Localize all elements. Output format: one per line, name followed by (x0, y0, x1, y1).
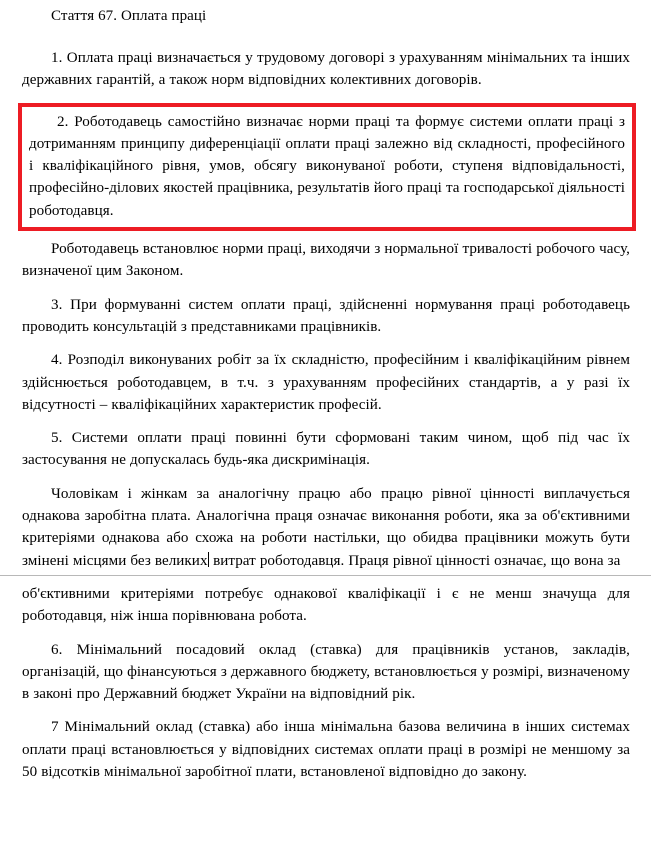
paragraph-5: 5. Системи оплати праці повинні бути сформовані таким чином, щоб під час їх застосування не допускалась будь-яка дискримінація. (22, 430, 630, 469)
paragraph-2-highlighted: 2. Роботодавець самостійно визначає норми праці та формує системи оплати праці з дотриманням принципу диференціації оплати праці залежно від складності, професійного і кваліфікаційного рівня, умов, обсягу виконуваної роботи, ступеня відповідальності, професійно-ділових якостей працівника, результатів його праці та господарської діяльності роботодавця. (29, 113, 625, 219)
paragraph-equal-pay (0, 483, 651, 572)
paragraph-7: 7 Мінімальний оклад (ставка) або інша мінімальна базова величина в інших системах оплати праці встановлюється у відповідних системах оплати праці в розмірі не меншому за 50 відсотків мінімальної заробітної плати, встановленої відповідно до закону. (22, 719, 630, 781)
paragraph-equal-pay-text-before-caret: Чоловікам і жінкам за аналогічну працю або працю рівної цінності виплачується однакова заробітна плата. Аналогічна праця означає виконання роботи, яка за об'єктивними критеріями однакова або схожа на роботи настільки, що обидва працівники можуть бути змінені місцями без великих (22, 485, 630, 569)
paragraph-6: 6. Мінімальний посадовий оклад (ставка) для працівників установ, закладів, організацій, що фінансуються з державного бюджету, встановлюється у розмірі, визначеному в законі про Державний бюджет України на відповідний рік. (22, 641, 630, 703)
spacer (0, 26, 651, 47)
spacer (0, 92, 651, 103)
paragraph-equal-pay-text-after-caret: витрат роботодавця. Праця рівної цінності означає, що вона за (209, 552, 621, 569)
page-title: Стаття 67. Оплата праці (51, 8, 207, 24)
paragraph-2-followup: Роботодавець встановлює норми праці, виходячи з нормальної тривалості робочого часу, визначеної цим Законом. (22, 241, 630, 280)
spacer (0, 576, 651, 583)
spacer (0, 283, 651, 294)
paragraph-1: 1. Оплата праці визначається у трудовому договорі з урахуванням мінімальних та інших державних гарантій, а також норм відповідних колективних договорів. (22, 50, 630, 89)
spacer (0, 472, 651, 483)
spacer (0, 231, 651, 238)
paragraph-3: 3. При формуванні систем оплати праці, здійсненні нормування праці роботодавець проводить консультацій з представниками працівників. (22, 296, 630, 335)
paragraph-equal-pay-continued: об'єктивними критеріями потребує однакової кваліфікації і є не менш значуща для роботодавця, ніж інша порівнювана робота. (22, 585, 630, 625)
spacer (0, 416, 651, 427)
paragraph-4: 4. Розподіл виконуваних робіт за їх складністю, професійним і кваліфікаційним рівнем здійснюється роботодавцем, в т.ч. з урахуванням професійних стандартів, а у разі їх відсутності – кваліфікаційних характеристик професій. (22, 352, 630, 413)
spacer (0, 628, 651, 639)
highlighted-paragraph-box (18, 103, 636, 231)
spacer (0, 338, 651, 349)
spacer (0, 705, 651, 716)
